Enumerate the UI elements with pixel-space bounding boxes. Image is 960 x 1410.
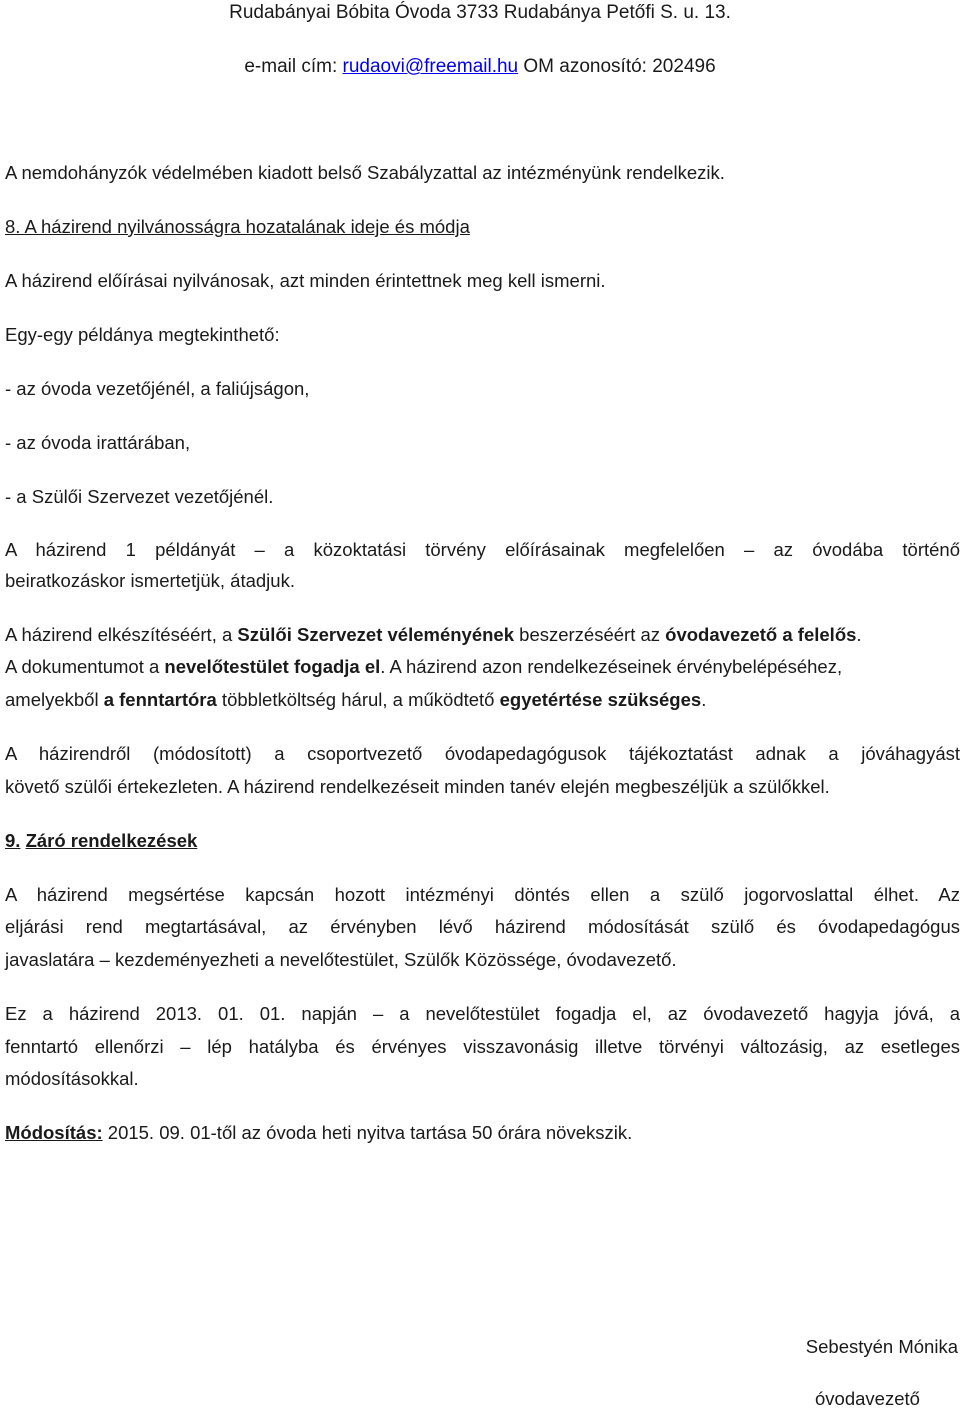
s9-paragraph-2-line-2: fenntartó ellenőrzi – lép hatályba és érvényes visszavonásig illetve törvényi változásig, az esetleges: [5, 1036, 960, 1057]
s8-paragraph-2: Egy-egy példánya megtekinthető:: [5, 324, 280, 345]
modification-note: Módosítás: 2015. 09. 01-től az óvoda heti nyitva tartása 50 órára növekszik.: [5, 1122, 633, 1143]
s8-bullet-3: - a Szülői Szervezet vezetőjénél.: [5, 486, 274, 507]
header-contact: [0, 56, 960, 78]
s9-paragraph-2-line-1: Ez a házirend 2013. 01. 01. napján – a nevelőtestület fogadja el, az óvodavezető hagyja jóvá, a: [5, 1003, 960, 1024]
signature-role: óvodavezető: [815, 1388, 920, 1409]
email-link[interactable]: rudaovi@freemail.hu: [342, 56, 519, 77]
section-9-title: 9. Záró rendelkezések: [5, 830, 198, 851]
s8-bullet-1: - az óvoda vezetőjénél, a faliújságon,: [5, 378, 310, 399]
s8-paragraph-4-line-1: A házirend elkészítéséért, a Szülői Szervezet véleményének beszerzéséért az óvodavezető a felelős.: [5, 624, 862, 645]
s9-paragraph-1-line-1: A házirend megsértése kapcsán hozott intézményi döntés ellen a szülő jogorvoslattal élhet. Az: [5, 884, 960, 905]
s8-paragraph-3-line-2: beiratkozáskor ismertetjük, átadjuk.: [5, 570, 295, 591]
header-address: Rudabányai Bóbita Óvoda 3733 Rudabánya Petőfi S. u. 13.: [229, 2, 731, 23]
s9-paragraph-1-line-2: eljárási rend megtartásával, az érvényben lévő házirend módosítását szülő és óvodapedagógus: [5, 916, 960, 937]
s8-paragraph-3-line-1: A házirend 1 példányát – a közoktatási törvény előírásainak megfelelően – az óvodába történő: [5, 539, 960, 560]
s8-bullet-2: - az óvoda irattárában,: [5, 432, 191, 453]
s9-paragraph-2-line-3: módosításokkal.: [5, 1068, 139, 1089]
intro-text: A nemdohányzók védelmében kiadott belső Szabályzattal az intézményünk rendelkezik.: [5, 162, 725, 183]
email-label: e-mail cím:: [244, 56, 338, 77]
modification-label: Módosítás:: [5, 1122, 103, 1143]
s8-paragraph-4-line-2: A dokumentumot a nevelőtestület fogadja el. A házirend azon rendelkezéseinek érvénybelépéséhez,: [5, 656, 843, 677]
s8-paragraph-5-line-1: A házirendről (módosított) a csoportvezető óvodapedagógusok tájékoztatást adnak a jóváhagyást: [5, 743, 960, 764]
om-id: OM azonosító: 202496: [523, 56, 716, 77]
s8-paragraph-1: A házirend előírásai nyilvánosak, azt minden érintettnek meg kell ismerni.: [5, 270, 606, 291]
s9-paragraph-1-line-3: javaslatára – kezdeményezheti a nevelőtestület, Szülők Közössége, óvodavezető.: [5, 949, 677, 970]
signature-name: Sebestyén Mónika: [805, 1336, 958, 1357]
s8-paragraph-5-line-2: követő szülői értekezleten. A házirend rendelkezéseit minden tanév elején megbeszéljük a szülőkkel.: [5, 776, 830, 797]
section-8-title: 8. A házirend nyilvánosságra hozatalának ideje és módja: [5, 216, 470, 237]
s8-paragraph-4-line-3: amelyekből a fenntartóra többletköltség hárul, a működtető egyetértése szükséges.: [5, 689, 707, 710]
